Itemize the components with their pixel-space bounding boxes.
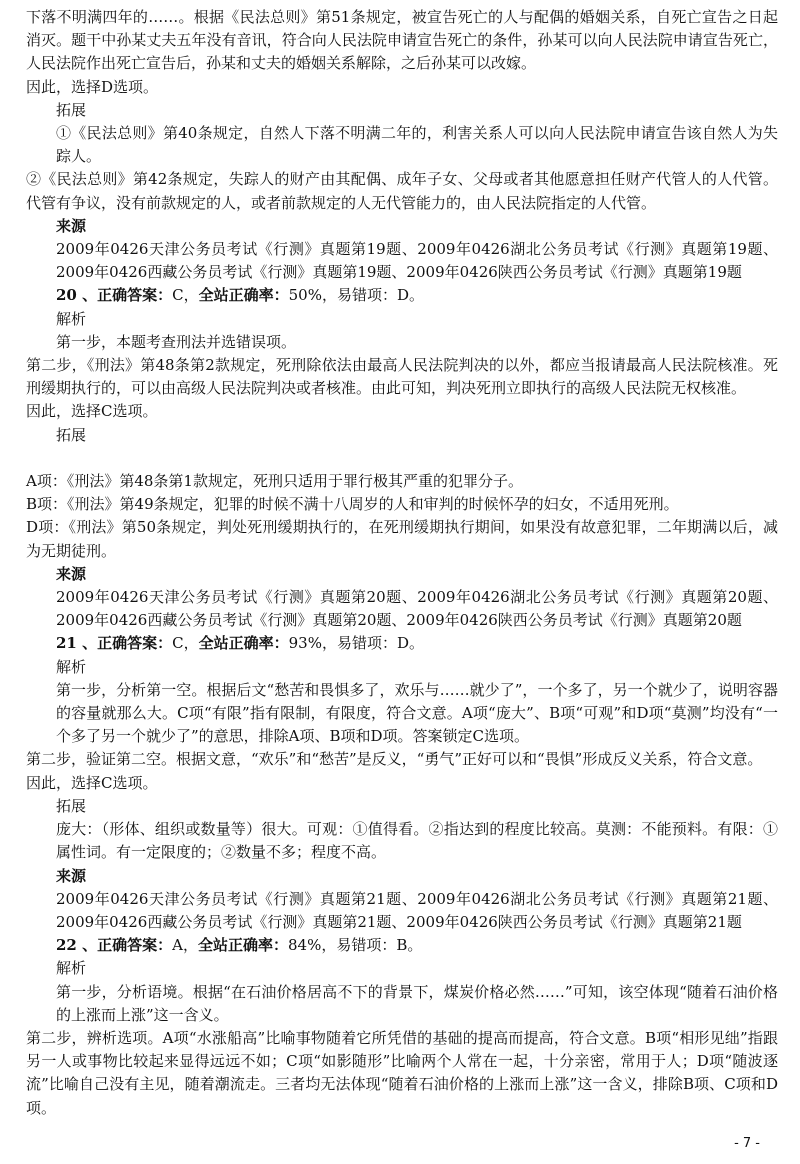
conclusion: 因此，选择D选项。 [26, 77, 159, 96]
paragraph: 第二步，辨析选项。A项“水涨船高”比喻事物随着它所凭借的基础的提高而提高，符合文意。B项“相形见绌”指跟另一人或事物比较起来显得远远不如；C项“如影随形”比喻两个人常在一起，十分亲密，常用于人；D项“随波逐流”比喻自己没有主见，随着潮流走。三者均无法体现“随着石油价格的上涨而上涨”这一含义，排除B项、C项和D项。 [26, 1028, 778, 1117]
document-body [26, 6, 778, 1120]
accuracy-label: 全站正确率： [198, 286, 289, 305]
source-text: 2009年0426天津公务员考试《行测》真题第19题、2009年0426湖北公务员考试《行测》真题第19题、2009年0426西藏公务员考试《行测》真题第19题、2009年0426陕西公务员考试《行测》真题第19题 [56, 240, 778, 282]
question-number: 20 、 [56, 286, 98, 305]
correct-answer-label: 正确答案： [97, 936, 173, 955]
paragraph: ①《民法总则》第40条规定，自然人下落不明满二年的，利害关系人可以向人民法院申请宣告该自然人为失踪人。 [56, 124, 778, 166]
heading-extension: 拓展 [56, 425, 87, 444]
heading-analysis: 解析 [56, 657, 87, 676]
paragraph: 第二步，《刑法》第48条第2款规定，死刑除依法由最高人民法院判决的以外，都应当报请最高人民法院核准。死刑缓期执行的，可以由高级人民法院判决或者核准。由此可知，判决死刑立即执行的高级人民法院无权核准。 [26, 356, 778, 398]
paragraph: 庞大：（形体、组织或数量等）很大。可观：①值得看。②指达到的程度比较高。莫测：不能预料。有限：①属性词。有一定限度的；②数量不多；程度不高。 [56, 820, 778, 862]
source-text: 2009年0426天津公务员考试《行测》真题第21题、2009年0426湖北公务员考试《行测》真题第21题、2009年0426西藏公务员考试《行测》真题第21题、2009年0426陕西公务员考试《行测》真题第21题 [56, 889, 778, 931]
answer-line-q20 [26, 284, 778, 307]
blank-line [26, 447, 778, 470]
heading-source: 来源 [56, 866, 87, 885]
source-text: 2009年0426天津公务员考试《行测》真题第20题、2009年0426湖北公务员考试《行测》真题第20题、2009年0426西藏公务员考试《行测》真题第20题、2009年0426陕西公务员考试《行测》真题第20题 [56, 588, 778, 630]
correct-answer-value: A， [172, 936, 198, 955]
paragraph: ②《民法总则》第42条规定，失踪人的财产由其配偶、成年子女、父母或者其他愿意担任财产代管人的人代管。代管有争议，没有前款规定的人，或者前款规定的人无代管能力的，由人民法院指定的人代管。 [26, 170, 778, 212]
paragraph: 下落不明满四年的……。根据《民法总则》第51条规定，被宣告死亡的人与配偶的婚姻关系，自死亡宣告之日起消灭。题干中孙某丈夫五年没有音讯，符合向人民法院申请宣告死亡的条件，孙某可以向人民法院申请宣告死亡，人民法院作出死亡宣告后，孙某和丈夫的婚姻关系解除，之后孙某可以改嫁。 [26, 8, 778, 73]
correct-answer-label: 正确答案： [97, 286, 173, 305]
question-number: 21 、 [56, 634, 98, 653]
page-number: - 7 - [734, 1136, 760, 1151]
question-number: 22 、 [56, 936, 98, 955]
accuracy-value: 50%，易错项：D。 [288, 286, 424, 305]
paragraph: D项：《刑法》第50条规定，判处死刑缓期执行的，在死刑缓期执行期间，如果没有故意犯罪，二年期满以后，减为无期徒刑。 [26, 518, 778, 560]
correct-answer-value: C， [172, 286, 199, 305]
heading-analysis: 解析 [56, 959, 87, 978]
accuracy-label: 全站正确率： [197, 936, 288, 955]
accuracy-value: 93%，易错项：D。 [288, 634, 424, 653]
heading-extension: 拓展 [56, 796, 87, 815]
paragraph: 第一步，分析语境。根据“在石油价格居高不下的背景下，煤炭价格必然……”可知，该空体现“随着石油价格的上涨而上涨”这一含义。 [56, 982, 778, 1024]
paragraph: 第一步，分析第一空。根据后文“愁苦和畏惧多了，欢乐与……就少了”，一个多了，另一个就少了，说明容器的容量就那么大。C项“有限”指有限制，有限度，符合文意。A项“庞大”、B项“可观”和D项“莫测”均没有“一个多了另一个就少了”的意思，排除A项、B项和D项。答案锁定C选项。 [56, 680, 778, 746]
conclusion: 因此，选择C选项。 [26, 773, 158, 792]
paragraph: B项：《刑法》第49条规定，犯罪的时候不满十八周岁的人和审判的时候怀孕的妇女，不适用死刑。 [26, 495, 679, 514]
conclusion: 因此，选择C选项。 [26, 402, 158, 421]
heading-extension: 拓展 [56, 100, 87, 119]
correct-answer-label: 正确答案： [97, 634, 173, 653]
answer-line-q22 [26, 934, 778, 957]
correct-answer-value: C， [172, 634, 199, 653]
heading-source: 来源 [56, 564, 87, 583]
heading-analysis: 解析 [56, 309, 87, 328]
paragraph: 第一步，本题考查刑法并选错误项。 [56, 332, 297, 351]
answer-line-q21 [26, 632, 778, 655]
accuracy-label: 全站正确率： [198, 634, 289, 653]
paragraph: 第二步，验证第二空。根据文意，“欢乐”和“愁苦”是反义，“勇气”正好可以和“畏惧”形成反义关系，符合文意。 [26, 750, 763, 769]
heading-source: 来源 [56, 216, 87, 235]
paragraph: A项：《刑法》第48条第1款规定，死刑只适用于罪行极其严重的犯罪分子。 [26, 472, 523, 491]
accuracy-value: 84%，易错项：B。 [287, 936, 423, 955]
